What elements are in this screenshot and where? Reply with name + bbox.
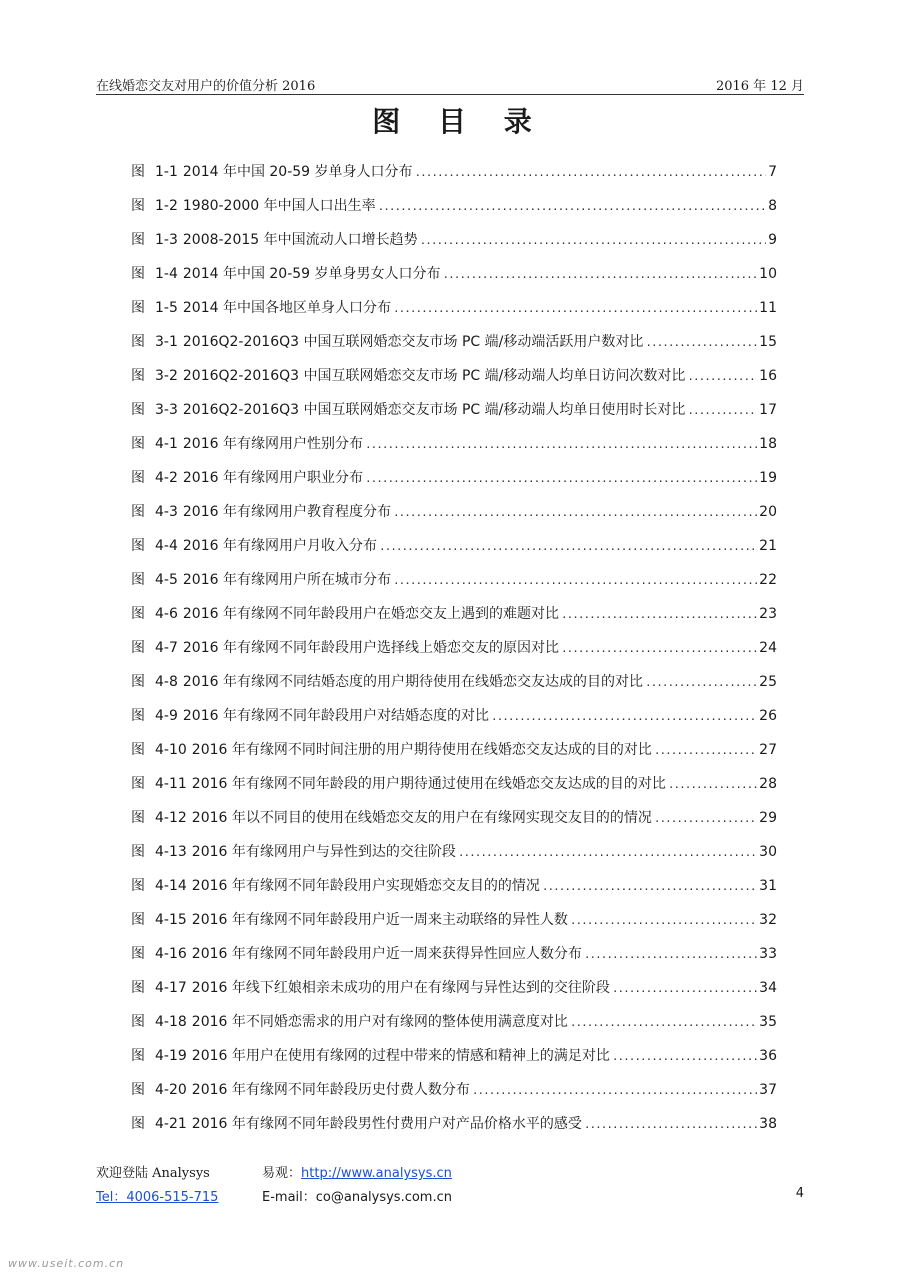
toc-entry[interactable] [131,501,777,535]
toc-entry-fig-label: 图 [131,300,145,316]
toc-entry-page: 8 [768,198,777,214]
toc-entry[interactable] [131,977,777,1011]
toc-entry-number: 4-4 [155,538,178,554]
page-header [96,72,804,95]
toc-entry-caption: 2014 年中国各地区单身人口分布 [182,300,391,316]
toc-entry-caption: 2016 年有缘网用户职业分布 [182,470,363,486]
toc-entry-fig-label: 图 [131,266,145,282]
toc-entry-page: 28 [759,776,777,792]
toc-entry-leader [420,230,766,252]
toc-entry-page: 15 [759,334,777,350]
footer-website-label: 易观： [262,1166,302,1181]
toc-entry-number: 4-19 [155,1048,187,1064]
toc-entry-number: 4-18 [155,1014,187,1030]
toc-entry[interactable] [131,875,777,909]
toc-entry-caption: 2016Q2-2016Q3 中国互联网婚恋交友市场 PC 端/移动端活跃用户数对比 [182,334,644,350]
toc-entry-caption: 2016 年有缘网不同结婚态度的用户期待使用在线婚恋交友达成的目的对比 [182,674,643,690]
toc-entry-caption: 2016 年有缘网不同年龄段男性付费用户对产品价格水平的感受 [191,1116,582,1132]
toc-entry-number: 4-20 [155,1082,187,1098]
toc-entry[interactable] [131,943,777,977]
toc-entry-caption: 2016 年用户在使用有缘网的过程中带来的情感和精神上的满足对比 [191,1048,610,1064]
toc-entry-page: 17 [759,402,777,418]
toc-entry-fig-label: 图 [131,878,145,894]
toc-entry-number: 4-21 [155,1116,187,1132]
toc-entry-number: 4-15 [155,912,187,928]
toc-entry-number: 1-3 [155,232,178,248]
toc-entry-number: 4-6 [155,606,178,622]
toc-entry-caption: 2016 年线下红娘相亲未成功的用户在有缘网与异性达到的交往阶段 [191,980,610,996]
toc-entry-fig-label: 图 [131,1116,145,1132]
toc-entry-caption: 2008-2015 年中国流动人口增长趋势 [182,232,418,248]
toc-entry-fig-label: 图 [131,742,145,758]
toc-entry-page: 10 [759,266,777,282]
toc-entry[interactable] [131,1079,777,1113]
toc-entry-page: 18 [759,436,777,452]
toc-entry-page: 35 [759,1014,777,1030]
toc-entry-caption: 2016 年有缘网不同时间注册的用户期待使用在线婚恋交友达成的目的对比 [191,742,652,758]
toc-entry[interactable] [131,433,777,467]
toc-entry-number: 1-5 [155,300,178,316]
toc-entry-leader [687,366,757,388]
toc-entry-number: 4-16 [155,946,187,962]
toc-entry-leader [491,706,757,728]
toc-entry-leader [570,910,757,932]
page-title: 图 目 录 [372,105,546,138]
toc-entry-leader [654,808,757,830]
toc-entry-caption: 2016 年有缘网用户教育程度分布 [182,504,391,520]
toc-entry-caption: 1980-2000 年中国人口出生率 [182,198,376,214]
toc-entry-leader [645,672,757,694]
toc-entry-caption: 2016 年有缘网不同年龄段历史付费人数分布 [191,1082,470,1098]
toc-entry-page: 9 [768,232,777,248]
toc-entry[interactable] [131,739,777,773]
toc-entry-number: 1-1 [155,164,178,180]
toc-entry-caption: 2016 年有缘网不同年龄段用户实现婚恋交友目的的情况 [191,878,540,894]
header-date: 2016 年 12 月 [715,79,804,94]
toc-entry-fig-label: 图 [131,504,145,520]
toc-entry-leader [668,774,757,796]
toc-entry-fig-label: 图 [131,470,145,486]
toc-entry-leader [393,570,757,592]
toc-entry-page: 16 [759,368,777,384]
toc-entry-fig-label: 图 [131,572,145,588]
toc-entry-number: 4-12 [155,810,187,826]
toc-entry-caption: 2016 年有缘网用户与异性到达的交往阶段 [191,844,456,860]
toc-entry-caption: 2016 年有缘网不同年龄段用户对结婚态度的对比 [182,708,489,724]
toc-entry-caption: 2016 年有缘网用户月收入分布 [182,538,377,554]
toc-entry[interactable] [131,195,777,229]
toc-entry[interactable] [131,399,777,433]
toc-entry-fig-label: 图 [131,198,145,214]
toc-entry[interactable] [131,365,777,399]
toc-entry-number: 4-9 [155,708,178,724]
toc-entry-caption: 2016 年有缘网不同年龄段用户近一周来主动联络的异性人数 [191,912,568,928]
toc-entry-page: 20 [759,504,777,520]
toc-entry-fig-label: 图 [131,640,145,656]
toc-entry-fig-label: 图 [131,1048,145,1064]
toc-entry[interactable] [131,637,777,671]
toc-entry-number: 4-5 [155,572,178,588]
toc-entry-leader [584,944,757,966]
toc-entry-leader [458,842,757,864]
toc-entry-fig-label: 图 [131,844,145,860]
footer-website-link[interactable]: http://www.analysys.cn [301,1166,452,1181]
footer-tel-link[interactable]: Tel：4006-515-715 [96,1190,219,1205]
toc-entry[interactable] [131,569,777,603]
toc-entry-leader [472,1080,757,1102]
toc-entry-fig-label: 图 [131,674,145,690]
toc-entry-number: 1-4 [155,266,178,282]
toc-entry-page: 24 [759,640,777,656]
toc-entry-number: 3-3 [155,402,178,418]
toc-entry-caption: 2016 年不同婚恋需求的用户对有缘网的整体使用满意度对比 [191,1014,568,1030]
toc-entry-fig-label: 图 [131,708,145,724]
toc-entry-number: 3-2 [155,368,178,384]
toc-entry-page: 11 [759,300,777,316]
toc-entry-leader [542,876,757,898]
toc-entry-page: 25 [759,674,777,690]
toc-entry-caption: 2016 年有缘网不同年龄段用户选择线上婚恋交友的原因对比 [182,640,559,656]
toc-entry-caption: 2016Q2-2016Q3 中国互联网婚恋交友市场 PC 端/移动端人均单日使用时长对比 [182,402,686,418]
toc-entry-page: 32 [759,912,777,928]
toc-entry-leader [393,298,757,320]
toc-entry-leader [561,638,757,660]
toc-entry-leader [379,536,757,558]
toc-entry[interactable] [131,1045,777,1079]
toc-entry-leader [443,264,758,286]
toc-entry[interactable] [131,1011,777,1045]
toc-entry-leader [561,604,757,626]
toc-entry-fig-label: 图 [131,368,145,384]
toc-entry[interactable] [131,331,777,365]
toc-entry-caption: 2016 年有缘网用户性别分布 [182,436,363,452]
toc-entry-caption: 2014 年中国 20-59 岁单身男女人口分布 [182,266,441,282]
toc-entry-page: 34 [759,980,777,996]
figure-toc-list [131,161,777,1147]
toc-entry-leader [378,196,766,218]
toc-entry-fig-label: 图 [131,232,145,248]
toc-entry-number: 4-14 [155,878,187,894]
toc-entry-leader [365,434,757,456]
toc-entry-leader [612,1046,757,1068]
toc-entry-page: 27 [759,742,777,758]
toc-entry-fig-label: 图 [131,810,145,826]
toc-entry[interactable] [131,705,777,739]
toc-entry[interactable] [131,841,777,875]
toc-entry-leader [365,468,757,490]
toc-entry-number: 3-1 [155,334,178,350]
toc-entry-number: 4-8 [155,674,178,690]
toc-entry-page: 38 [759,1116,777,1132]
toc-entry-fig-label: 图 [131,946,145,962]
toc-entry-caption: 2016Q2-2016Q3 中国互联网婚恋交友市场 PC 端/移动端人均单日访问次数对比 [182,368,686,384]
toc-entry-page: 26 [759,708,777,724]
footer-welcome: 欢迎登陆 Analysys [96,1166,210,1181]
toc-entry-fig-label: 图 [131,980,145,996]
toc-entry-leader [654,740,757,762]
toc-entry[interactable] [131,467,777,501]
toc-entry-caption: 2016 年有缘网不同年龄段的用户期待通过使用在线婚恋交友达成的目的对比 [191,776,666,792]
toc-entry-page: 33 [759,946,777,962]
toc-entry-page: 37 [759,1082,777,1098]
toc-entry[interactable] [131,535,777,569]
toc-entry[interactable] [131,807,777,841]
toc-entry-leader [415,162,766,184]
toc-entry-caption: 2016 年有缘网不同年龄段用户在婚恋交友上遇到的难题对比 [182,606,559,622]
toc-entry-fig-label: 图 [131,1082,145,1098]
toc-entry-number: 4-10 [155,742,187,758]
page-footer [96,1158,804,1208]
toc-entry-fig-label: 图 [131,1014,145,1030]
toc-entry-fig-label: 图 [131,912,145,928]
toc-entry-fig-label: 图 [131,538,145,554]
toc-entry-page: 21 [759,538,777,554]
toc-entry[interactable] [131,671,777,705]
toc-entry-leader [584,1114,757,1136]
header-report-title: 在线婚恋交友对用户的价值分析 2016 [96,79,316,94]
watermark: www.useit.com.cn [8,1257,125,1270]
toc-entry-number: 4-3 [155,504,178,520]
toc-entry-page: 31 [759,878,777,894]
toc-entry-number: 4-17 [155,980,187,996]
toc-entry-number: 4-7 [155,640,178,656]
toc-entry-number: 1-2 [155,198,178,214]
toc-entry-leader [645,332,757,354]
toc-entry-fig-label: 图 [131,436,145,452]
toc-entry-page: 23 [759,606,777,622]
toc-entry-caption: 2016 年有缘网不同年龄段用户近一周来获得异性回应人数分布 [191,946,582,962]
toc-entry[interactable] [131,773,777,807]
toc-entry-fig-label: 图 [131,606,145,622]
toc-entry-leader [570,1012,757,1034]
toc-entry-number: 4-13 [155,844,187,860]
toc-entry-leader [393,502,757,524]
toc-entry-page: 36 [759,1048,777,1064]
toc-entry-fig-label: 图 [131,402,145,418]
toc-entry-leader [612,978,757,1000]
toc-entry-fig-label: 图 [131,334,145,350]
footer-email: E-mail：co@analysys.com.cn [262,1190,452,1205]
toc-entry-number: 4-1 [155,436,178,452]
toc-entry-fig-label: 图 [131,164,145,180]
toc-entry[interactable] [131,603,777,637]
toc-entry-number: 4-11 [155,776,187,792]
toc-entry[interactable] [131,229,777,263]
toc-entry[interactable] [131,263,777,297]
toc-entry[interactable] [131,909,777,943]
toc-entry-page: 29 [759,810,777,826]
toc-entry[interactable] [131,297,777,331]
toc-entry-page: 22 [759,572,777,588]
toc-entry-caption: 2014 年中国 20-59 岁单身人口分布 [182,164,413,180]
toc-entry-caption: 2016 年有缘网用户所在城市分布 [182,572,391,588]
toc-entry-caption: 2016 年以不同目的使用在线婚恋交友的用户在有缘网实现交友目的的情况 [191,810,652,826]
footer-website [262,1162,452,1181]
toc-entry[interactable] [131,1113,777,1147]
page-number: 4 [795,1186,804,1201]
toc-entry-leader [687,400,757,422]
toc-entry-fig-label: 图 [131,776,145,792]
toc-entry-page: 30 [759,844,777,860]
toc-entry-number: 4-2 [155,470,178,486]
toc-entry-page: 19 [759,470,777,486]
toc-entry-page: 7 [768,164,777,180]
toc-entry[interactable] [131,161,777,195]
